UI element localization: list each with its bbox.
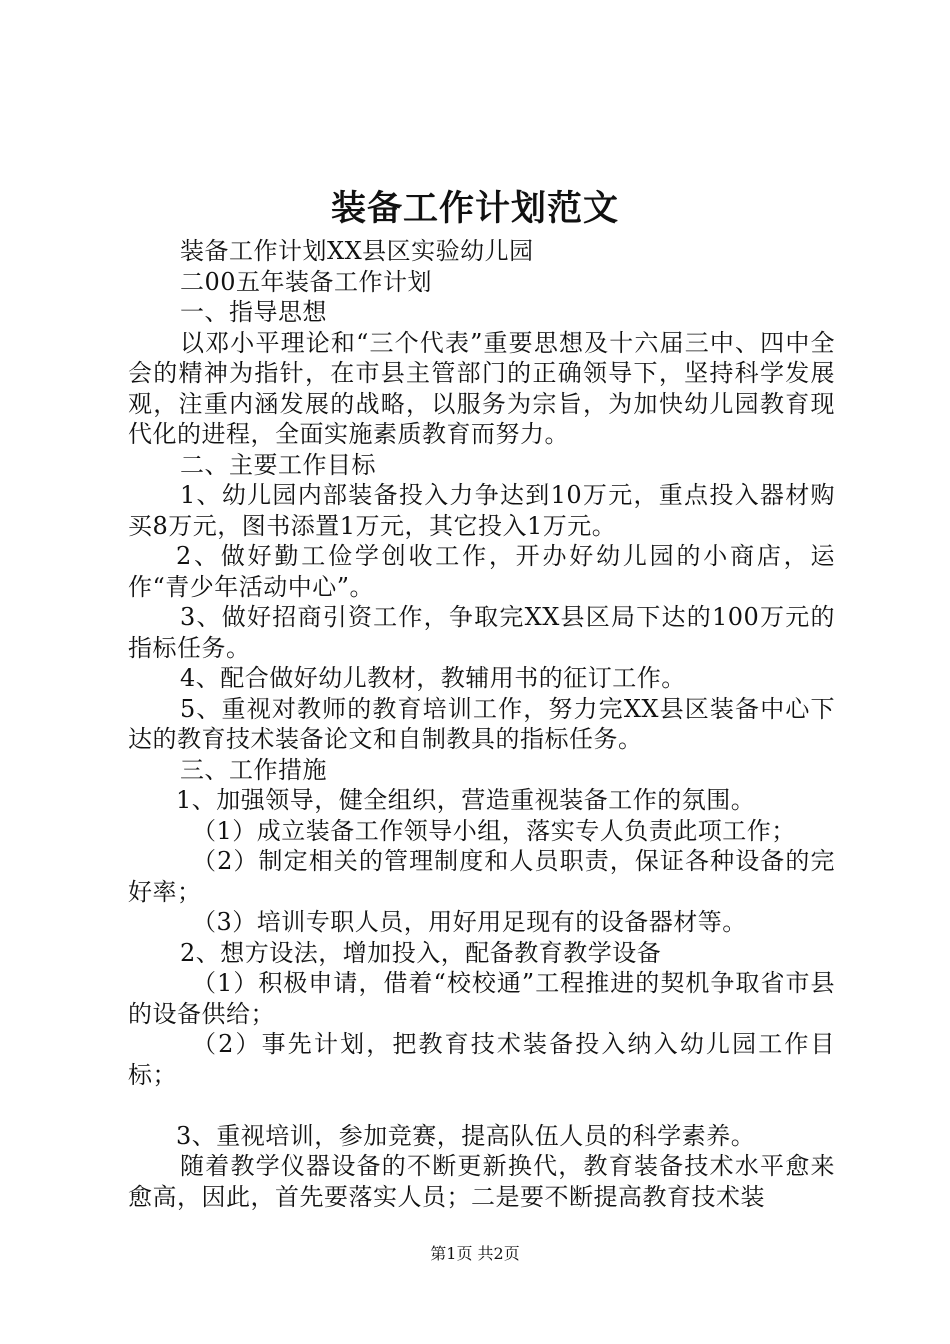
goal-item-1: 1、幼儿园内部装备投入力争达到10万元，重点投入器材购买8万元，图书添置1万元，其它投入1万元。 [128,481,835,540]
measure-sub-item-2-1: （1）积极申请，借着“校校通”工程推进的契机争取省市县的设备供给； [128,969,835,1028]
measure-sub-item-1-1: （1）成立装备工作领导小组，落实专人负责此项工作； [192,816,796,845]
measure-sub-item-2-2: （2）事先计划，把教育技术装备投入纳入幼儿园工作目标； [128,1030,835,1089]
measure-item-3: 3、重视培训，参加竞赛，提高队伍人员的科学素养。 [176,1121,756,1150]
goal-item-2: 2、做好勤工俭学创收工作，开办好幼儿园的小商店，运作“青少年活动中心”。 [128,542,835,601]
document-body [128,236,835,1212]
measure-item-2: 2、想方设法，增加投入，配备教育教学设备 [180,938,662,967]
document-title: 装备工作计划范文 [330,188,619,229]
measure-item-1: 1、加强领导，健全组织，营造重视装备工作的氛围。 [176,786,756,814]
paragraph-subtitle-school: 装备工作计划XX县区实验幼儿园 [180,237,534,265]
page-number-footer: 第1页 共2页 [430,1244,520,1263]
measure-sub-item-1-2: （2）制定相关的管理制度和人员职责，保证各种设备的完好率； [128,847,835,906]
section-heading-guiding-thought: 一、指导思想 [180,298,327,326]
goal-item-3: 3、做好招商引资工作，争取完XX县区局下达的100万元的指标任务。 [128,603,835,662]
paragraph-guiding-thought: 以邓小平理论和“三个代表”重要思想及十六届三中、四中全会的精神为指针，在市县主管部门的正确领导下，坚持科学发展观，注重内涵发展的战略，以服务为宗旨，为加快幼儿园教育现代化的进程，全面实施素质教育而努力。 [128,328,835,448]
goal-item-5: 5、重视对教师的教育培训工作，努力完XX县区装备中心下达的教育技术装备论文和自制教具的指标任务。 [128,694,835,753]
section-heading-main-goals: 二、主要工作目标 [180,450,376,479]
measure-sub-item-1-3: （3）培训专职人员，用好用足现有的设备器材等。 [192,908,747,936]
paragraph-subtitle-plan: 二00五年装备工作计划 [180,267,433,296]
section-heading-measures: 三、工作措施 [180,755,327,784]
goal-item-4: 4、配合做好幼儿教材，教辅用书的征订工作。 [180,664,686,692]
paragraph-training: 随着教学仪器设备的不断更新换代，教育装备技术水平愈来愈高，因此，首先要落实人员；二是要不断提高教育技术装 [128,1152,835,1211]
